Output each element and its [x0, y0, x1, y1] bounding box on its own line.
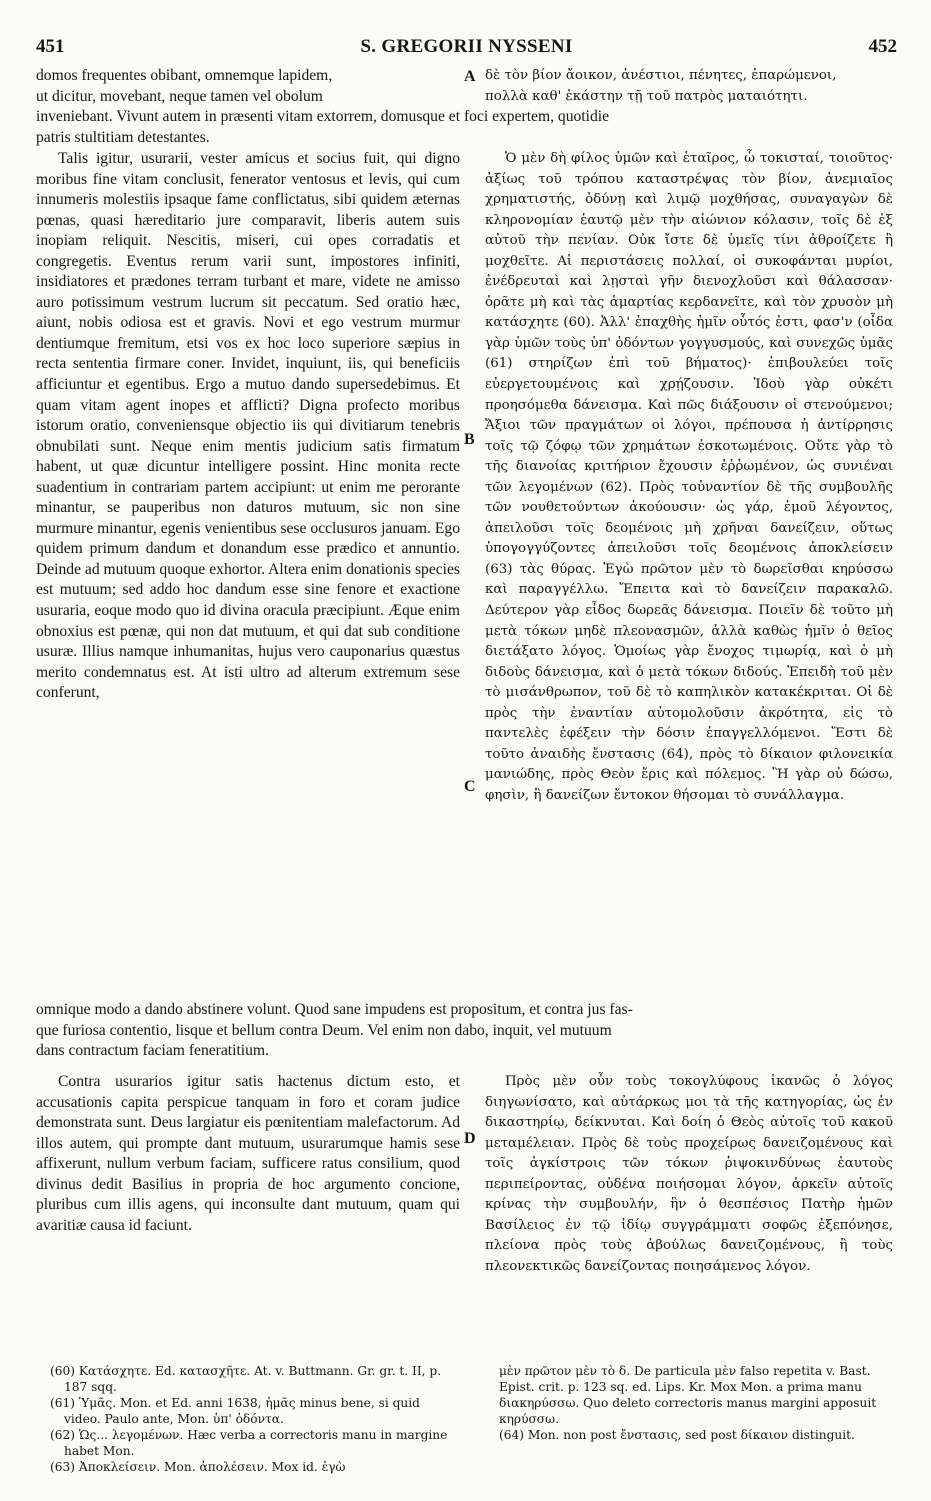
footnote-62: (62) Ὡς... λεγομένων. Hæc verba a correctoris manu in margine habet Mon. — [50, 1428, 448, 1458]
latin-paragraph-2: Contra usurarios igitur satis hactenus dictum esto, et accusationis capita perspicue tanquam in foro et coram judice demonstrata sunt. Deus largiatur eis pœnitentiam malefactorum. Ad illos autem, qui prompte dant mutuum, usurarumque hamis sese affixerunt, nullum verbum faciam, sufficere ratus consilium, quod divinus dedit Basilius in propria de hoc argumento concione, pluribus cum illis agens, qui inconsulte dant mutuum, quam qui avaritiæ causa id faciunt. — [36, 1073, 460, 1234]
footnote-61: (61) Ὑμᾶς. Mon. et Ed. anni 1638, ἡμᾶς minus bene, si quid video. Paulo ante, Mon. ὑπ' ὀδόντα. — [50, 1396, 420, 1426]
middle-line-1: omnique modo a dando abstinere volunt. Quod sane impudens est propositum, et contra jus fas- — [36, 1001, 633, 1018]
margin-marker-d: D — [464, 1130, 476, 1147]
footnotes-right — [485, 1363, 893, 1443]
margin-marker-c: C — [464, 778, 476, 795]
top-full-line-4: patris stultitiam detestantes. — [36, 128, 210, 146]
page-number-left: 451 — [36, 36, 65, 57]
footnote-63-continued: μὲν πρῶτον μὲν τὸ δ. De particula μὲν falso repetita v. Bast. Epist. crit. p. 123 sq. ed. Lips. Kr. Mox Mon. a prima manu διακηρύσσω. Quo deleto correctoris manus margini apposuit κηρύσσω. — [499, 1364, 877, 1426]
top-full-line-3: inveniebant. Vivunt autem in præsenti vitam extorrem, domusque et foci expertem, quotidie — [36, 108, 610, 125]
top-full-lines — [36, 107, 894, 148]
latin-paragraph-1: Talis igitur, usurarii, vester amicus et socius fuit, qui digno moribus fine vitam conclusit, fenerator ventosus et levis, qui cum innumeris molestiis ipsaque fame conflictatus, sibi quidem æternas pœnas, quasi hæreditario jure comparavit, liberis autem suis inopiam reliquit. Nescitis, miseri, cui opes corradatis et congregetis. Eventus rerum varii sunt, impostores infiniti, insidiatores et prædones terram turbant et mare, videte ne amisso auro potissimum vestrum lucrum sit peccatum. Sed oratio hæc, aiunt, nobis odiosa est et gravis. Novi et ego vestrum murmur dentiumque fremitum, etsi vos ex hoc loco superiore sæpius in recta sententia firmare coner. Invidet, inquiunt, iis, qui beneficiis afficiuntur et egentibus. Ergo a mutuo dando supersedebimus. Et quam vitam agent inopes et afflicti? Digna profecto moribus istorum oratio, conveniensque objectio iis qui divitiarum tenebris obnubilati sunt. Neque enim mentis judicium satis firmatum habent, ut quæ dicuntur intelligere possint. Hinc monita recte suadentium in contrariam partem accipiunt: ut enim me perorante minantur, se pauperibus non daturos mutuum, sic non sine murmure minantur, egenis venientibus sese occlusuros januam. Ego quidem primum dandum et donandum esse prædico et annuntio. Deinde ad mutuum quoque exhortor. Altera enim donationis species est mutuum; sed addo hoc dandum esse sine fenore et exactione usuraria, eoque modo quo id divina oracula præcipiunt. Æque enim obnoxius est pœnæ, qui non dat mutuum, et qui dat sub conditione usuræ. Illius namque inhumanitas, hujus vero cauponarius quæstus merito condemnatus est. At isti ultro ad alterum extremum sese conferunt, — [36, 150, 460, 702]
top-greek-line-2: πολλὰ καθ' ἑκάστην τῇ τοῦ πατρὸς ματαιότητι. — [485, 88, 808, 104]
greek-paragraph-1: Ὁ μὲν δὴ φίλος ὑμῶν καὶ ἑταῖρος, ὦ τοκισταί, τοιοῦτος· ἀξίως τοῦ τρόπου καταστρέψας τὸν βίον, ἀνεμιαῖος χρηματιστής, ὀδύνῃ καὶ λιμῷ μοχθήσας, συναγαγὼν δὲ κληρονομίαν ἑαυτῷ μὲν τὴν αἰώνιον κόλασιν, τοῖς δὲ ἐξ αὐτοῦ τὴν πενίαν. Οὐκ ἴστε δὲ ὑμεῖς τίνι ἀθροίζετε ἢ μοχθεῖτε. Αἱ περιστάσεις πολλαί, οἱ συκοφάνται μυρίοι, ἐνέδρευταὶ καὶ λῃσταὶ γῆν διενοχλοῦσι καὶ θάλασσαν· ὁρᾶτε μὴ καὶ τὰς ἁμαρτίας κερδανεῖτε, καὶ τὸν χρυσὸν μὴ κατάσχητε (60). Ἀλλ' ἐπαχθὴς ἡμῖν οὗτός ἐστι, φασ'ν (οἶδα γὰρ ὑμῶν τοὺς ὑπ' ὀδόντων γογγυσμούς, καὶ συνεχῶς ὑμᾶς (61) στηρίζων ἐπὶ τοῦ βήματος)· ἐπιβουλεύει τοῖς εὐεργετουμένοις καὶ χρῄζουσιν. Ἰδοὺ γὰρ οὐκέτι προησόμεθα δάνεισμα. Καὶ πῶς διάξουσιν οἱ στενούμενοι; Ἄξιοι τῶν πραγμάτων οἱ λόγοι, πρέπουσα ἡ ἀντίρρησις τοῖς τῷ ζόφῳ τῶν χρημάτων ἐσκοτωμένοις. Οὔτε γὰρ τὸ τῆς διανοίας κριτήριον ἔχουσιν ἐῤῥωμένον, ὡς συνιέναι τῶν λεγομένων (62). Πρὸς τοὐναντίον δὲ τῆς συμβουλῆς τῶν νουθετούντων ἀκούουσιν· ὡς γάρ, ἐμοῦ λέγοντος, ἀπειλοῦσι τοῖς δεομένοις μὴ χρῆναι δανείζειν, οὕτως ὑπογογγύζοντες ἀπειλοῦσι τοῖς δεομένοις ἀποκλείσειν (63) τὰς θύρας. Ἐγὼ πρῶτον μὲν τὸ δωρεῖσθαι κηρύσσω καὶ παραγγέλλω. Ἔπειτα καὶ τὸ δανείζειν παρακαλῶ. Δεύτερον γὰρ εἶδος δωρεᾶς δάνεισμα. Ποιεῖν δὲ τοῦτο μὴ μετὰ τόκων μηδὲ πλεονασμῶν, ἀλλὰ καθὼς ἡμῖν ὁ θεῖος διετάξατο λόγος. Ὁμοίως γὰρ ἔνοχος τιμωρίᾳ, καὶ ὁ μὴ διδοὺς δάνεισμα, καὶ ὁ μετὰ τόκων διδούς. Ἐπειδὴ τοῦ μὲν τὸ μισάνθρωπον, τοῦ δὲ τὸ καπηλικὸν κατακέκριται. Οἱ δὲ πρὸς τὴν ἐναντίαν αὐτομολοῦσιν ἀκρότητα, εἰς τὸ παντελὲς ἐφέξειν τὴν δόσιν ἐπαγγελλόμενοι. Ἔστι δὲ τοῦτο ἀναιδὴς ἔνστασις (64), πρὸς τὸ δίκαιον φιλονεικία μανιώδης, πρὸς Θεὸν ἔρις καὶ πόλεμος. Ἢ γὰρ οὐ δώσω, φησὶν, ἢ δανείζων ἔντοκον θήσομαι τὸ συνάλλαγμα. — [485, 151, 893, 803]
middle-line-3: dans contractum faciam feneratitium. — [36, 1042, 269, 1060]
footnote-64: (64) Mon. non post ἔνστασις, sed post δίκαιον distinguit. — [499, 1428, 855, 1442]
footnote-63: (63) Ἀποκλείσειν. Mon. ἀπολέσειν. Mox id. ἐγὼ — [50, 1460, 346, 1474]
margin-marker-a: A — [464, 68, 476, 85]
top-greek-lines — [485, 66, 895, 107]
top-latin-line-1: domos frequentes obibant, omnemque lapidem, — [36, 67, 333, 84]
footnote-60: (60) Κατάσχητε. Ed. κατασχῆτε. At. v. Buttmann. Gr. gr. t. II, p. 187 sqq. — [50, 1364, 442, 1394]
greek-paragraph-2: Πρὸς μὲν οὖν τοὺς τοκογλύφους ἱκανῶς ὁ λόγος διηγωνίσατο, καὶ αὐτάρκως μοι τὰ τῆς κατηγορίας, ὡς ἐν δικαστηρίῳ, δείκνυται. Καὶ δοίη ὁ Θεὸς αὐτοῖς τοῦ κακοῦ μεταμέλειαν. Πρὸς δὲ τοὺς προχείρως δανειζομένους καὶ τοῖς ἀγκίστροις τῶν τόκων ῥιψοκινδύνως ἑαυτοὺς περιπείροντας, οὐδένα ποιήσομαι λόγον, ἀρκεῖν αὐτοῖς κρίνας τὴν συμβουλήν, ἣν ὁ θεσπέσιος Πατὴρ ἡμῶν Βασίλειος ἐν τῷ ἰδίῳ συγγράμματι σοφῶς ἐξεπόνησε, πλείονα πρὸς τοὺς ἀβούλως δανειζομένους, ἢ τοὺς πλεονεκτικῶς δανείζοντας ποιησάμενος λόγον. — [485, 1074, 893, 1274]
running-title: S. GREGORII NYSSENI — [360, 36, 573, 57]
middle-full-lines — [36, 1000, 894, 1062]
margin-marker-b: B — [464, 431, 475, 448]
middle-line-2: que furiosa contentio, lisque et bellum contra Deum. Vel enim non dabo, inquit, vel mutuum — [36, 1021, 612, 1039]
top-latin-lines — [36, 66, 460, 107]
footnotes-left — [36, 1363, 460, 1475]
top-latin-line-2: ut dicitur, movebant, neque tamen vel obolum — [36, 87, 323, 105]
page-header — [36, 36, 897, 62]
page-number-right: 452 — [868, 36, 897, 57]
top-greek-line-1: δὲ τὸν βίον ἄοικον, ἀνέστιοι, πένητες, ἐπαρώμενοι, — [485, 68, 837, 83]
